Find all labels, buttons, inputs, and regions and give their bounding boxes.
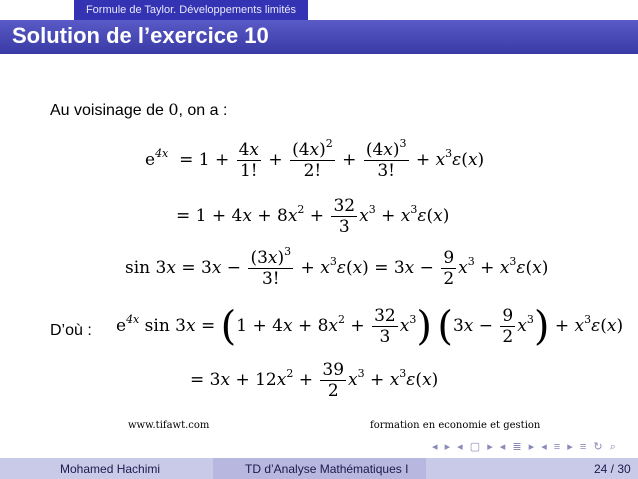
equation-5: = $3x + 12x^2$ + $\frac{39}{2}$ $x^3 + x^3\varepsilon(x)$ [190,360,439,401]
align-icon[interactable]: ≡ [579,441,589,453]
intro-text [50,100,227,120]
section-back-icon[interactable]: ◂ ≣ ▸ [499,441,537,453]
equation-4: $e^{4x}$ $\sin 3x = (1 + 4x + 8x^2$ + $\frac{32}{3}$ $x^3$) (3x − $\frac{9}{2}$ $x^3) + x^3\varepsilon(x)$ [116,303,624,350]
search-icon[interactable]: ↻ ⌕ [593,441,618,453]
frame-title-bar [0,20,638,54]
equation-3: sin 3x = 3x − $\frac{(3x)^3}{3!}$ + $x^3\varepsilon(x) = 3x$ − $\frac{9}{2}$ $x^3 + x^3\varepsilon(x)$ [125,245,549,289]
section-bar [0,0,638,22]
section-tab[interactable]: Formule de Taylor. Développements limités [74,0,308,20]
intro-suffix: , on a : [178,102,228,119]
left-arrow-icon[interactable]: ◂ ▸ [432,441,453,453]
footer-course-segment [213,458,426,479]
footer-note-right: formation en economie et gestion [370,420,541,431]
equation-1: $e^{4x} = 1$ + $\frac{4x}{1!}$ + $\frac{(4x)^2}{2!}$ + $\frac{(4x)^3}{3!}$ + $x^3\varepsilon(x)$ [145,137,485,181]
footer-author: Mohamed Hachimi [60,462,161,476]
subsection-back-icon[interactable]: ◂ ≡ ▸ [541,441,575,453]
footer-note-left: www.tifawt.com [128,420,210,431]
footer-author-segment [0,458,213,479]
dou-label: D’où : [50,322,92,339]
footer-page-segment [426,458,638,479]
footer-page-number: 24 / 30 [594,462,631,476]
equation-2: = $1 + 4x + 8x^2$ + $\frac{32}{3}$ $x^3 + x^3\varepsilon(x)$ [176,196,450,237]
footer-course: TD d’Analyse Mathématiques I [245,462,409,476]
frame-title: Solution de l’exercice 10 [12,23,269,48]
footer-bar [0,458,638,479]
intro-prefix: Au voisinage de [50,102,169,119]
navigation-controls [432,440,618,454]
frame-back-icon[interactable]: ◂ ▢ ▸ [457,441,495,453]
intro-zero: 0 [168,100,179,119]
